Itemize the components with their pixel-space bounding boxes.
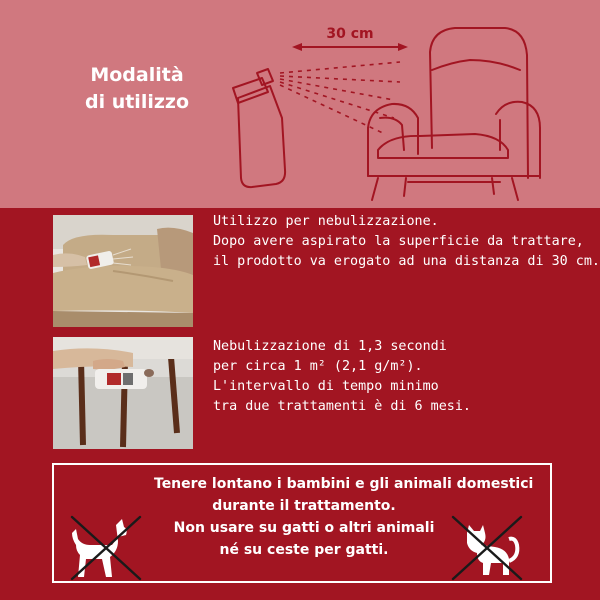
step-1-line-1: Utilizzo per nebulizzazione. — [213, 214, 439, 229]
chair-spray-photo — [53, 337, 193, 449]
warning-line-3: Non usare su gatti o altri animali — [173, 520, 435, 536]
warning-line-1: Tenere lontano i bambini e gli animali domestici — [154, 476, 534, 492]
step-1-line-3: il prodotto va erogato ad una distanza di 30 cm. — [213, 254, 600, 269]
title-line-2: di utilizzo — [84, 91, 190, 113]
warning-box — [52, 463, 552, 583]
spray-can-icon — [233, 69, 285, 187]
title-line-1: Modalità — [90, 64, 184, 86]
step-1-text — [213, 212, 600, 272]
warning-line-2: durante il trattamento. — [212, 498, 396, 514]
warning-line-4: né su ceste per gatti. — [219, 542, 389, 558]
sofa-spray-photo — [53, 215, 193, 327]
step-2-line-2: per circa 1 m² (2,1 g/m²). — [213, 359, 423, 374]
step-2-line-4: tra due trattamenti è di 6 mesi. — [213, 399, 471, 414]
step-2-line-3: L'intervallo di tempo minimo — [213, 379, 439, 394]
distance-arrow — [292, 43, 408, 51]
crossed-out-dog-icon — [66, 511, 146, 583]
distance-label: 30 cm — [326, 26, 374, 42]
step-2-text — [213, 337, 471, 417]
crossed-out-cat-icon — [447, 511, 527, 583]
step-2-line-1: Nebulizzazione di 1,3 secondi — [213, 339, 447, 354]
step-1-line-2: Dopo avere aspirato la superficie da trattare, — [213, 234, 584, 249]
spray-distance-illustration — [0, 0, 600, 208]
armchair-icon — [368, 28, 540, 200]
warning-text — [154, 473, 534, 561]
header-panel — [0, 0, 600, 208]
spray-mist-lines — [280, 62, 400, 134]
